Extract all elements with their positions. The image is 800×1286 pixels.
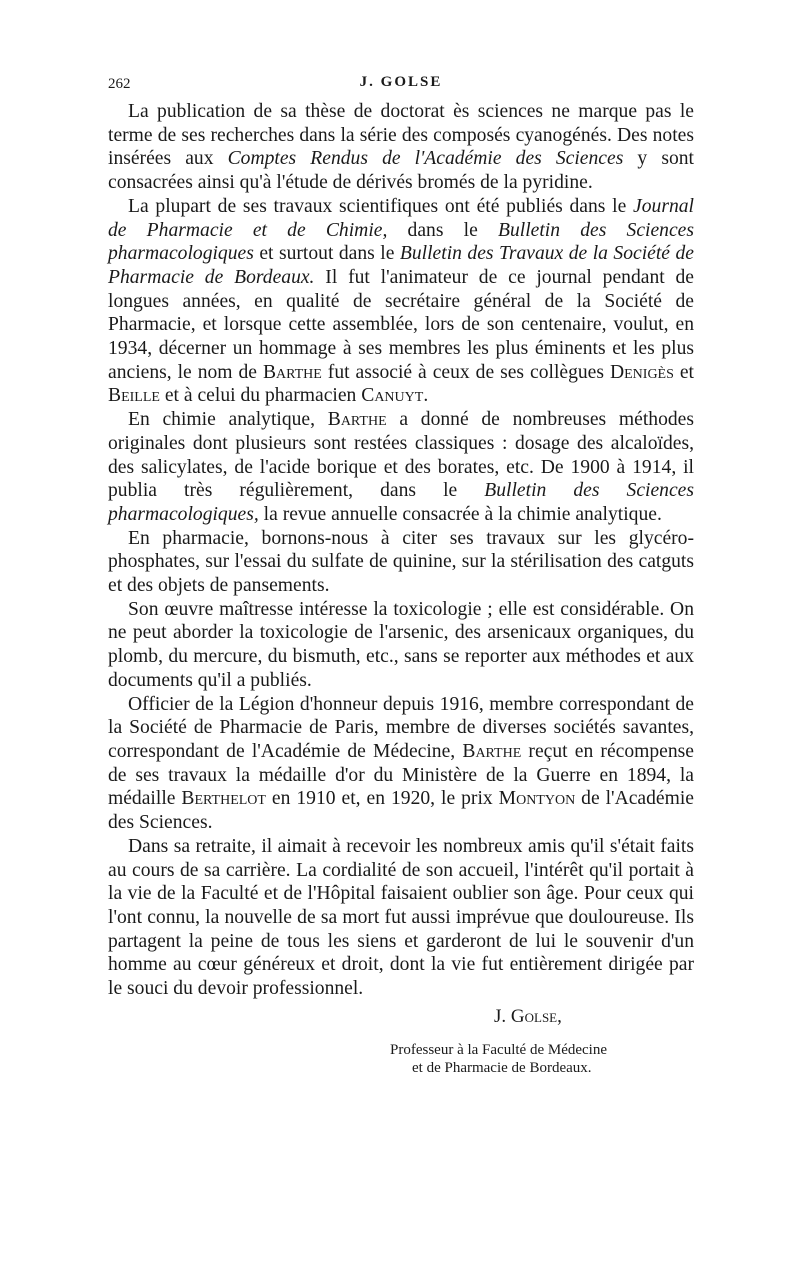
signature-comma: , <box>557 1005 562 1027</box>
text-run: et à celui du pharmacien <box>159 385 362 407</box>
body-text <box>108 100 694 1001</box>
author-affiliation <box>108 1041 694 1077</box>
text-run: dans le <box>387 219 498 241</box>
text-run: y sont consacrées ainsi qu'à l'étude de dérivés bromés de la pyridine. <box>108 148 694 194</box>
signature-name: Golse <box>510 1005 558 1027</box>
document-page <box>108 70 694 1077</box>
text-run: En chimie analytique, <box>128 409 328 431</box>
italic-text: Bulletin des Sciences pharmacologiques, <box>108 480 694 525</box>
text-run: reçut en récompense de ses travaux la médaille d'or du Ministère de la Guerre en 1894, la médaille <box>108 740 694 810</box>
text-run: Dans sa retraite, il aimait à recevoir les nombreux amis qu'il s'était faits au cours de sa carrière. La cordialité de son accueil, l'intérêt qu'il portait à la vie de la Faculté et de l'Hôpital faisaient oublier son âge. Pour ceux qui l'ont connu, la nouvelle de sa mort fut aussi imprévue que douloureuse. Ils partagent la peine de tous les siens et garderont de lui le souvenir d'un homme au cœur généreux et droit, dont la vie fut entièrement dirigée par le souci du devoir professionnel. <box>108 835 694 1000</box>
italic-text: Journal de Pharmacie et de Chimie, <box>108 195 694 241</box>
paragraph <box>108 835 694 1001</box>
paragraph <box>108 598 694 693</box>
text-run: . <box>423 385 429 407</box>
small-caps-name: Barthe <box>262 361 322 383</box>
text-run: fut associé à ceux de ses collègues <box>321 361 610 383</box>
small-caps-name: Canuyt <box>361 385 424 407</box>
text-run: la revue annuelle consacrée à la chimie analytique. <box>258 503 662 525</box>
small-caps-name: Beille <box>108 385 160 407</box>
text-run: Son œuvre maîtresse intéresse la toxicologie ; elle est considérable. On ne peut aborder la toxicologie de l'arsenic, des arsenicaux organiques, du plomb, du mercure, du bismuth, etc., sans se reporter aux méthodes et aux documents qu'il a publiés. <box>108 598 694 691</box>
italic-text: Comptes Rendus de l'Académie des Sciences <box>227 148 624 170</box>
text-run: En pharmacie, bornons-nous à citer ses travaux sur les glycérophosphates, sur l'essai du sulfate de quinine, sur la stérilisation des catguts et des objets de pansements. <box>108 527 694 597</box>
small-caps-name: Denigès <box>609 361 674 383</box>
signature-initial: J. <box>494 1005 511 1027</box>
affiliation-line-2: et de Pharmacie de Bordeaux. <box>412 1059 592 1076</box>
text-run: La plupart de ses travaux scientifiques ont été publiés dans le <box>128 195 634 217</box>
text-run: et <box>673 361 695 383</box>
text-run: Il fut l'animateur de ce journal pendant de longues années, en qualité de secrétaire général de la Société de Pharmacie, et lorsque cette assemblée, lors de son centenaire, voulut, en 1934, décerner un hommage à ses membres les plus éminents et les plus anciens, le nom de <box>108 266 695 383</box>
small-caps-name: Barthe <box>462 740 522 762</box>
small-caps-name: Berthelot <box>181 788 266 810</box>
paragraph <box>108 693 694 835</box>
text-run: La publication de sa thèse de doctorat ès sciences ne marque pas le terme de ses recherches dans la série des composés cyanogénés. Des notes insérées aux <box>108 101 694 170</box>
affiliation-line-1: Professeur à la Faculté de Médecine <box>390 1041 607 1058</box>
italic-text: Bulletin des Sciences pharmacologiques <box>108 219 694 265</box>
page-number: 262 <box>108 76 131 92</box>
signature <box>108 1005 694 1029</box>
running-header <box>108 70 694 100</box>
text-run: et surtout dans le <box>253 243 400 265</box>
paragraph <box>108 527 694 598</box>
paragraph <box>108 408 694 527</box>
text-run: de l'Académie des Sciences. <box>108 788 694 834</box>
text-run: en 1910 et, en 1920, le prix <box>265 788 499 810</box>
paragraph <box>108 195 694 408</box>
small-caps-name: Montyon <box>498 788 576 810</box>
paragraph <box>108 100 694 195</box>
italic-text: Bulletin des Travaux de la Société de Pharmacie de Bordeaux. <box>108 243 694 288</box>
text-run: Officier de la Légion d'honneur depuis 1916, membre correspondant de la Société de Pharmacie de Paris, membre de diverses sociétés savantes, correspondant de l'Académie de Médecine, <box>108 693 694 762</box>
small-caps-name: Barthe <box>327 409 387 431</box>
header-author-title: J. GOLSE <box>359 74 443 90</box>
text-run: a donné de nombreuses méthodes originales dont plusieurs sont restées classiques : dosage des alcaloïdes, des salicylates, de l'acide borique et des borates, etc. De 1900 à 1914, il publia très régulièrement, dans le <box>108 409 694 502</box>
